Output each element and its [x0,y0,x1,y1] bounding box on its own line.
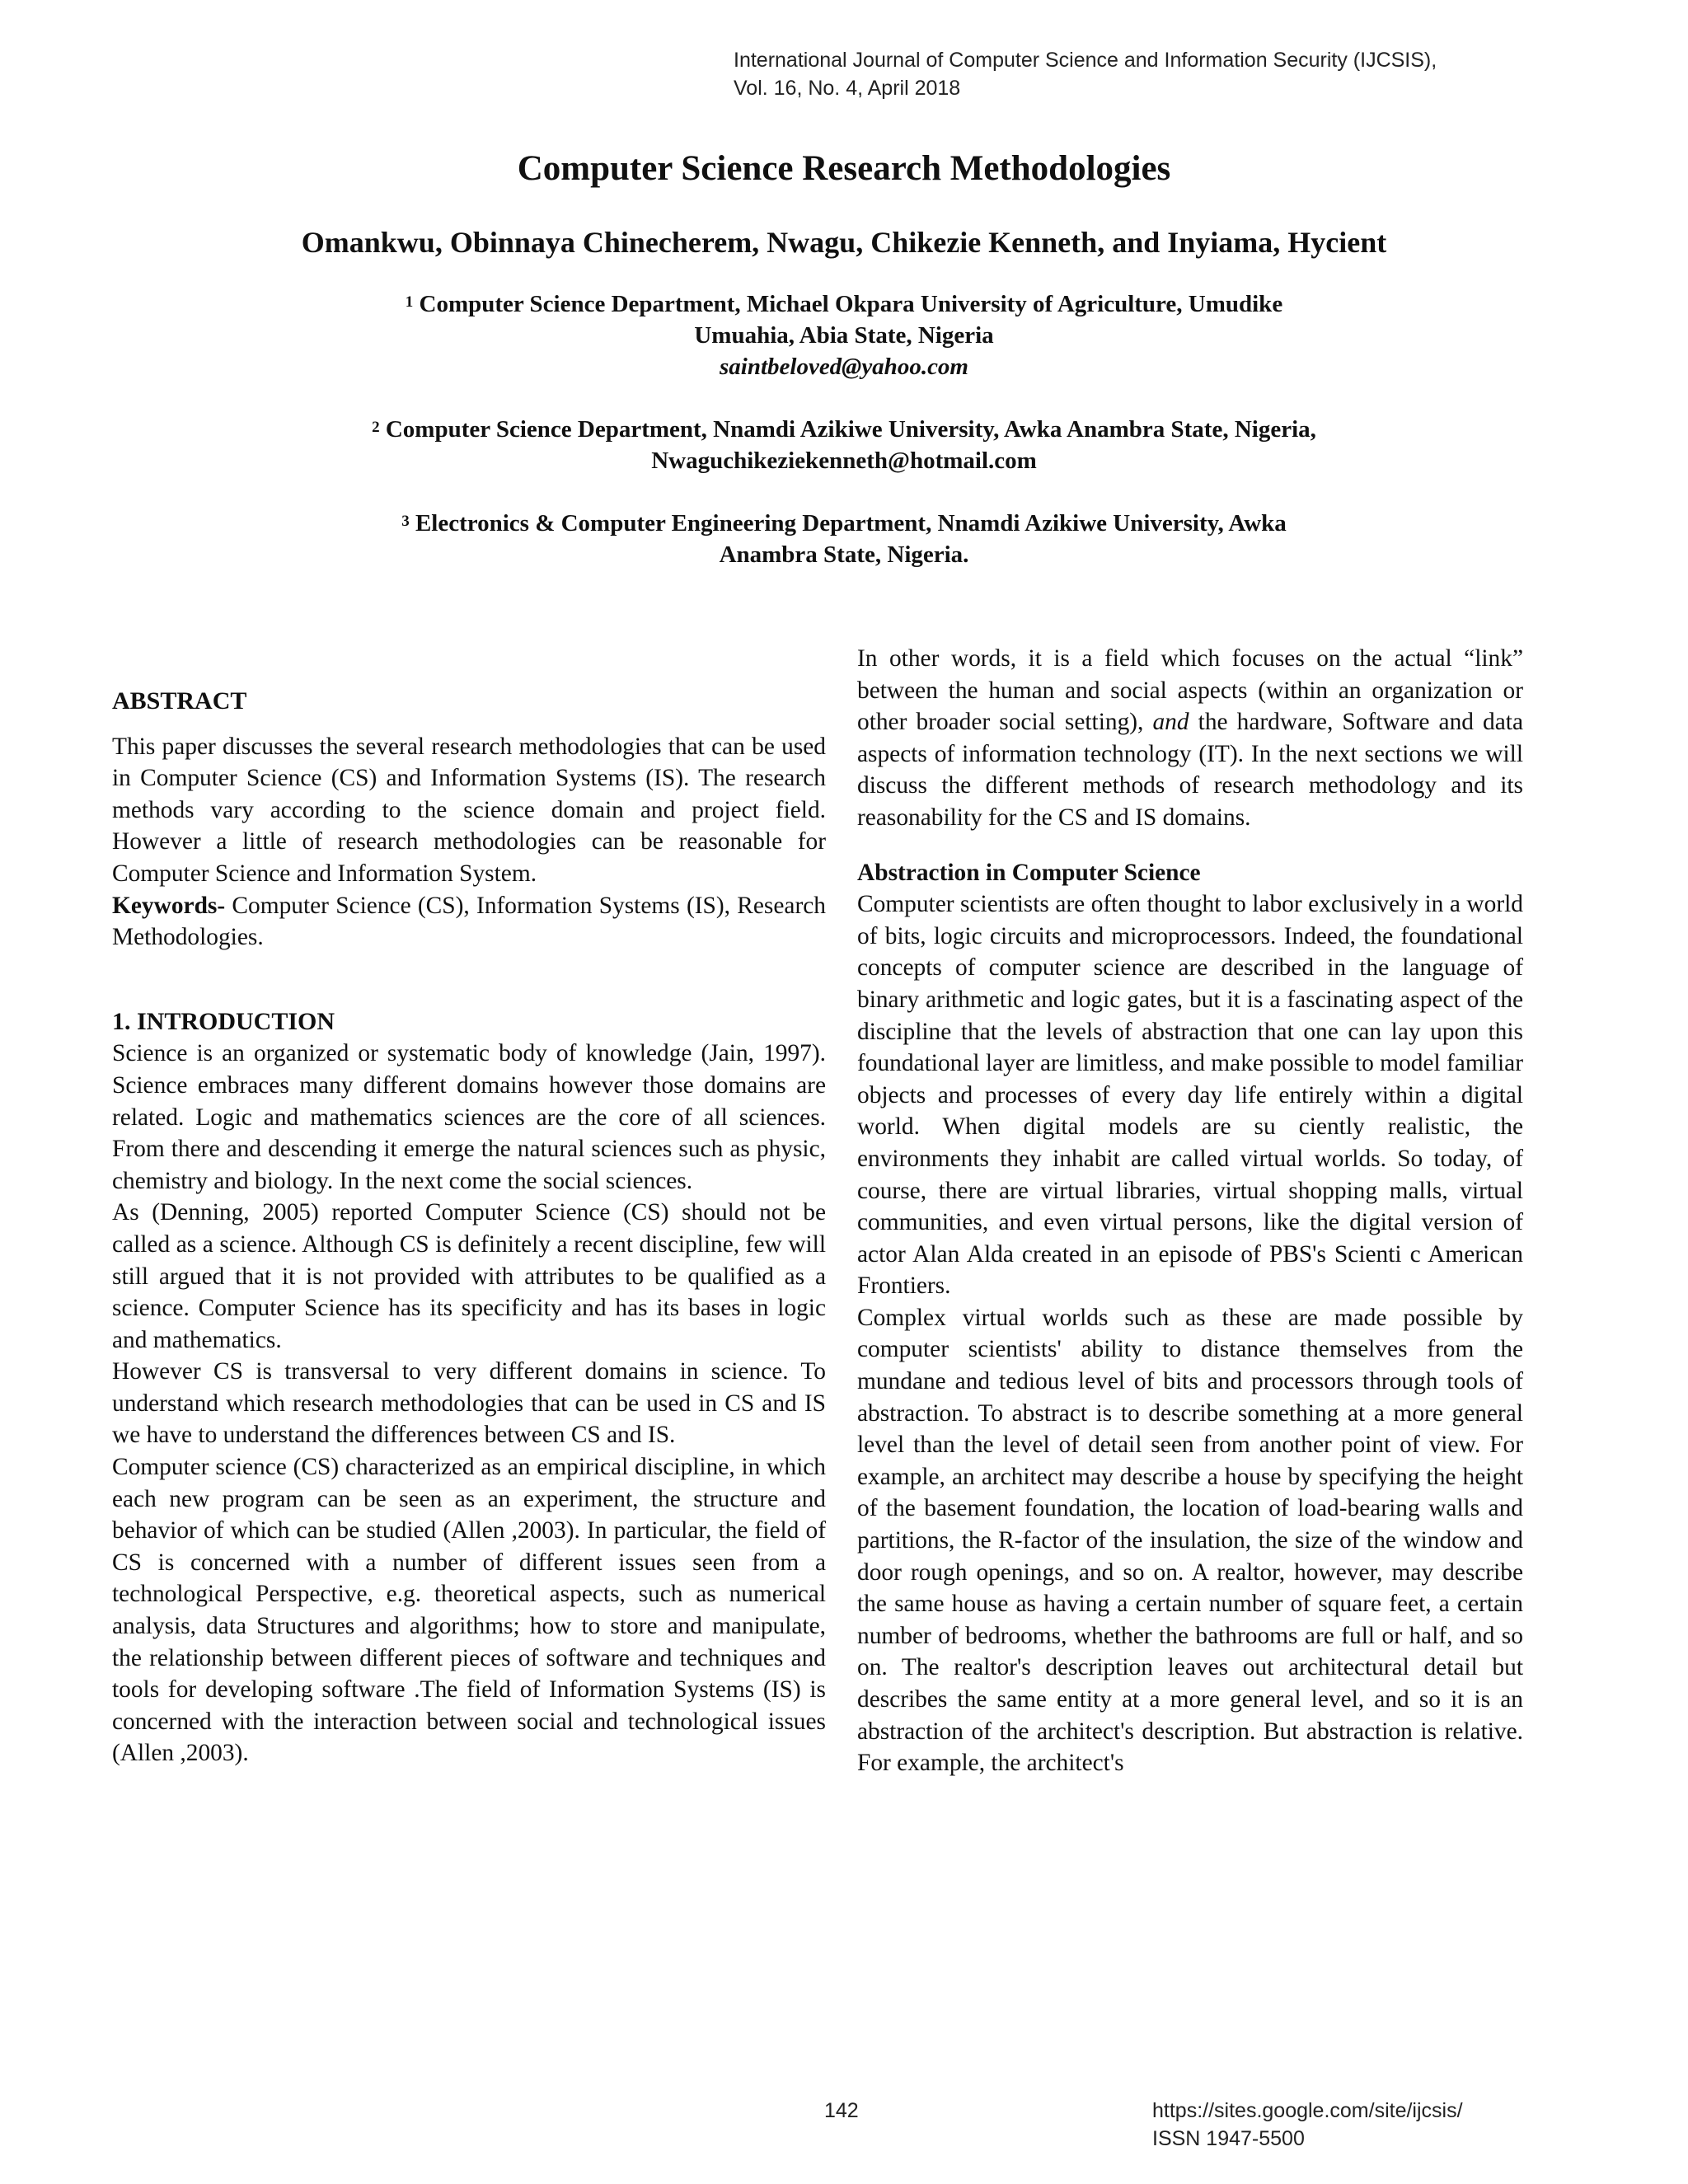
paragraph: Science is an organized or systematic body of knowledge (Jain, 1997). Science embraces many different domains however those domains are related. Logic and mathematics sciences are the core of all sciences. From there and descending it emerge the natural sciences such as physic, chemistry and biology. In the next come the social sciences. [112,1040,826,1194]
affiliation-number: 3 [401,513,410,530]
text-run: the hardware, Software and data aspects of information technology (IT). In the next sections we will discuss the different methods of research methodology and its reasonability for the CS and IS domains. [857,709,1523,831]
keywords-label: Keywords- [112,892,226,919]
keywords [112,890,826,954]
paragraph: Computer scientists are often thought to labor exclusively in a world of bits, logic circuits and microprocessors. Indeed, the foundational concepts of computer science are described in the language of binary arithmetic and logic gates, but it is a fascinating aspect of the discipline that the levels of abstraction that one can lay upon this foundational layer are limitless, and make possible to model familiar objects and processes of every day life entirely within a digital world. When digital models are su ciently realistic, the environments they inhabit are called virtual worlds. So today, of course, there are virtual libraries, virtual shopping malls, virtual communities, and even virtual persons, like the digital version of actor Alan Alda created in an episode of PBS's Scienti c American Frontiers. [857,891,1524,1300]
author-email: Nwaguchikeziekenneth@hotmail.com [651,448,1037,474]
affiliation-line: Computer Science Department, Nnamdi Azikiwe University, Awka Anambra State, Nigeria, [379,416,1316,443]
abstraction-heading: Abstraction in Computer Science [857,859,1201,886]
abstract-text: This paper discusses the several research methodologies that can be used in Computer Science (CS) and Information Systems (IS). The research methods vary according to the science domain and project field. However a little of research methodologies can be reasonable for Computer Science and Information System. [112,733,826,887]
affiliation-line: Electronics & Computer Engineering Department, Nnamdi Azikiwe University, Awka [409,510,1287,537]
affiliation-line: Anambra State, Nigeria. [719,541,969,568]
paragraph [857,643,1523,834]
affiliation-2 [0,414,1688,476]
author-list: Omankwu, Obinnaya Chinecherem, Nwagu, Chikezie Kenneth, and Inyiama, Hycient [301,226,1387,259]
journal-header [734,46,1437,102]
affiliation-1 [0,288,1688,382]
issn: ISSN 1947-5500 [1152,2127,1305,2150]
text-run: In other words, it is a field which focuses on the actual “link” between the human and social aspects (within an organization or other broader social setting), [857,645,1523,736]
title-block [0,147,1688,570]
keywords-text: Computer Science (CS), Information Systems (IS), Research Methodologies. [112,892,826,951]
right-column [857,643,1523,1779]
introduction-heading: 1. INTRODUCTION [112,1007,335,1035]
paragraph: However CS is transversal to very different domains in science. To understand which research methodologies that can be used in CS and IS we have to understand the differences between CS and IS. [112,1358,826,1449]
paragraph: Computer science (CS) characterized as an empirical discipline, in which each new program can be seen as an experiment, the structure and behavior of which can be studied (Allen ,2003). In particular, the field of CS is concerned with a number of different issues seen from a technological Perspective, e.g. theoretical aspects, such as numerical analysis, data Structures and algorithms; how to store and manipulate, the relationship between different pieces of software and techniques and tools for developing software .The field of Information Systems (IS) is concerned with the interaction between social and technological issues (Allen ,2003). [112,1454,826,1767]
journal-url: https://sites.google.com/site/ijcsis/ [1152,2099,1463,2122]
paragraph: As (Denning, 2005) reported Computer Science (CS) should not be called as a science. Although CS is definitely a recent discipline, few will still argued that it is not provided with attributes to be qualified as a science. Computer Science has its specificity and has its bases in logic and mathematics. [112,1199,826,1353]
left-column [112,643,826,1769]
journal-volume: Vol. 16, No. 4, April 2018 [734,77,961,100]
affiliation-line: Umuahia, Abia State, Nigeria [694,322,994,349]
abstract-heading: ABSTRACT [112,687,247,715]
footer-info [1152,2097,1463,2153]
paper-title: Computer Science Research Methodologies [517,149,1171,188]
affiliation-number: 2 [372,419,380,436]
affiliation-3 [0,508,1688,570]
journal-name: International Journal of Computer Science and Information Security (IJCSIS), [734,49,1437,72]
affiliation-number: 1 [405,293,414,311]
paragraph: Complex virtual worlds such as these are made possible by computer scientists' ability to distance themselves from the mundane and tedious level of bits and processors through tools of abstraction. To abstract is to describe something at a more general level than the level of detail seen from another point of view. For example, an architect may describe a house by specifying the height of the basement foundation, the location of load-bearing walls and partitions, the R-factor of the insulation, the size of the window and door rough openings, and so on. A realtor, however, may describe the same house as having a certain number of square feet, a certain number of bedrooms, whether the bathrooms are full or half, and so on. The realtor's description leaves out architectural detail but describes the same entity at a more general level, and so it is an abstraction of the architect's description. But abstraction is relative. For example, the architect's [857,1304,1523,1777]
affiliation-line: Computer Science Department, Michael Okpara University of Agriculture, Umudike [413,291,1283,317]
emphasis: and [1152,709,1189,736]
page-number: 142 [824,2099,859,2122]
author-email: saintbeloved@yahoo.com [719,354,968,380]
